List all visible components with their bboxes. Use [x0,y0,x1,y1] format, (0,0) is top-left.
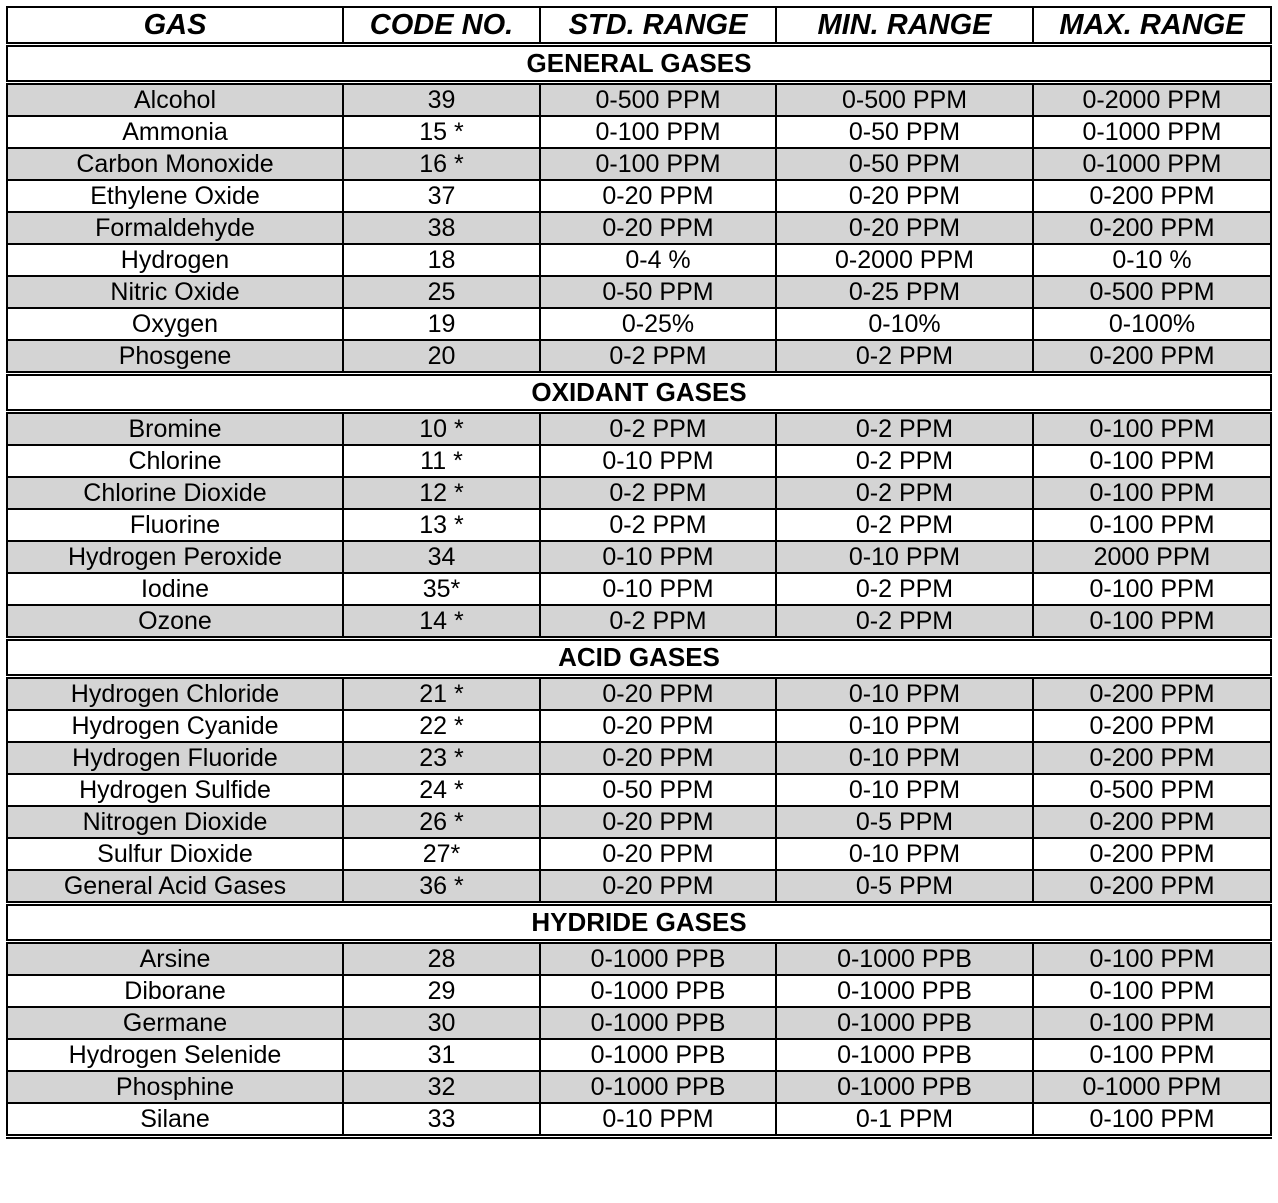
table-header [7,7,1271,45]
max-range-cell: 0-2000 PPM [1033,83,1271,117]
code-no-cell: 30 [343,1007,540,1039]
max-range-cell: 0-200 PPM [1033,180,1271,212]
code-no-cell: 10 * [343,412,540,446]
max-range-cell: 0-100 PPM [1033,1007,1271,1039]
table-row [7,445,1271,477]
code-no-cell: 33 [343,1103,540,1137]
std-range-cell: 0-10 PPM [540,573,776,605]
gas-name-cell: Fluorine [7,509,343,541]
code-no-cell: 16 * [343,148,540,180]
table-row [7,541,1271,573]
code-no-cell: 15 * [343,116,540,148]
gas-name-cell: Nitrogen Dioxide [7,806,343,838]
std-range-cell: 0-20 PPM [540,212,776,244]
gas-range-table [6,6,1272,1139]
std-range-cell: 0-2 PPM [540,509,776,541]
gas-name-cell: Iodine [7,573,343,605]
min-range-cell: 0-2 PPM [776,340,1033,374]
gas-name-cell: Chlorine [7,445,343,477]
std-range-cell: 0-50 PPM [540,276,776,308]
table-row [7,975,1271,1007]
table-row [7,710,1271,742]
max-range-cell: 0-200 PPM [1033,742,1271,774]
gas-name-cell: Silane [7,1103,343,1137]
std-range-cell: 0-10 PPM [540,445,776,477]
max-range-cell: 0-100 PPM [1033,605,1271,639]
code-no-cell: 18 [343,244,540,276]
max-range-cell: 0-100 PPM [1033,1103,1271,1137]
code-no-cell: 31 [343,1039,540,1071]
gas-name-cell: Chlorine Dioxide [7,477,343,509]
min-range-cell: 0-2 PPM [776,605,1033,639]
header-code-no: CODE NO. [343,7,540,45]
min-range-cell: 0-2 PPM [776,445,1033,477]
min-range-cell: 0-10 PPM [776,677,1033,711]
code-no-cell: 12 * [343,477,540,509]
table-row [7,412,1271,446]
min-range-cell: 0-1000 PPB [776,1071,1033,1103]
std-range-cell: 0-1000 PPB [540,1039,776,1071]
table-row [7,212,1271,244]
std-range-cell: 0-10 PPM [540,1103,776,1137]
std-range-cell: 0-4 % [540,244,776,276]
min-range-cell: 0-20 PPM [776,180,1033,212]
gas-name-cell: Bromine [7,412,343,446]
max-range-cell: 0-100 PPM [1033,975,1271,1007]
table-row [7,148,1271,180]
table-row [7,806,1271,838]
min-range-cell: 0-500 PPM [776,83,1033,117]
max-range-cell: 0-500 PPM [1033,774,1271,806]
code-no-cell: 36 * [343,870,540,904]
std-range-cell: 0-1000 PPB [540,1071,776,1103]
max-range-cell: 0-200 PPM [1033,212,1271,244]
std-range-cell: 0-1000 PPB [540,942,776,976]
gas-name-cell: Hydrogen Selenide [7,1039,343,1071]
table-row [7,677,1271,711]
table-row [7,838,1271,870]
max-range-cell: 0-100 PPM [1033,1039,1271,1071]
header-max-range: MAX. RANGE [1033,7,1271,45]
section-header-row [7,639,1271,677]
code-no-cell: 23 * [343,742,540,774]
code-no-cell: 35* [343,573,540,605]
gas-name-cell: Carbon Monoxide [7,148,343,180]
section-header-row [7,904,1271,942]
min-range-cell: 0-10 PPM [776,541,1033,573]
min-range-cell: 0-10 PPM [776,710,1033,742]
min-range-cell: 0-25 PPM [776,276,1033,308]
gas-name-cell: Arsine [7,942,343,976]
code-no-cell: 22 * [343,710,540,742]
min-range-cell: 0-1000 PPB [776,1039,1033,1071]
min-range-cell: 0-10 PPM [776,774,1033,806]
std-range-cell: 0-20 PPM [540,710,776,742]
section-title: HYDRIDE GASES [7,904,1271,942]
max-range-cell: 0-200 PPM [1033,677,1271,711]
code-no-cell: 11 * [343,445,540,477]
gas-name-cell: Ammonia [7,116,343,148]
table-body [7,45,1271,1137]
max-range-cell: 0-100% [1033,308,1271,340]
code-no-cell: 21 * [343,677,540,711]
gas-name-cell: Hydrogen Peroxide [7,541,343,573]
section-title: OXIDANT GASES [7,374,1271,412]
std-range-cell: 0-20 PPM [540,838,776,870]
gas-name-cell: Phosgene [7,340,343,374]
std-range-cell: 0-2 PPM [540,412,776,446]
min-range-cell: 0-2 PPM [776,477,1033,509]
section-header-row [7,45,1271,83]
std-range-cell: 0-20 PPM [540,806,776,838]
max-range-cell: 0-200 PPM [1033,838,1271,870]
gas-name-cell: Oxygen [7,308,343,340]
std-range-cell: 0-2 PPM [540,605,776,639]
table-row [7,509,1271,541]
gas-name-cell: Hydrogen [7,244,343,276]
std-range-cell: 0-50 PPM [540,774,776,806]
gas-name-cell: Hydrogen Fluoride [7,742,343,774]
table-row [7,180,1271,212]
code-no-cell: 25 [343,276,540,308]
max-range-cell: 0-100 PPM [1033,477,1271,509]
code-no-cell: 38 [343,212,540,244]
max-range-cell: 0-1000 PPM [1033,148,1271,180]
gas-name-cell: General Acid Gases [7,870,343,904]
code-no-cell: 29 [343,975,540,1007]
table-row [7,1039,1271,1071]
gas-name-cell: Ethylene Oxide [7,180,343,212]
max-range-cell: 0-1000 PPM [1033,116,1271,148]
std-range-cell: 0-10 PPM [540,541,776,573]
std-range-cell: 0-100 PPM [540,148,776,180]
min-range-cell: 0-5 PPM [776,870,1033,904]
std-range-cell: 0-2 PPM [540,340,776,374]
code-no-cell: 26 * [343,806,540,838]
max-range-cell: 0-100 PPM [1033,412,1271,446]
min-range-cell: 0-2 PPM [776,412,1033,446]
header-gas: GAS [7,7,343,45]
gas-name-cell: Phosphine [7,1071,343,1103]
gas-name-cell: Nitric Oxide [7,276,343,308]
min-range-cell: 0-5 PPM [776,806,1033,838]
code-no-cell: 14 * [343,605,540,639]
table-row [7,573,1271,605]
code-no-cell: 37 [343,180,540,212]
code-no-cell: 28 [343,942,540,976]
table-row [7,276,1271,308]
code-no-cell: 32 [343,1071,540,1103]
gas-name-cell: Formaldehyde [7,212,343,244]
gas-name-cell: Hydrogen Sulfide [7,774,343,806]
max-range-cell: 0-100 PPM [1033,573,1271,605]
min-range-cell: 0-1000 PPB [776,1007,1033,1039]
std-range-cell: 0-20 PPM [540,742,776,774]
std-range-cell: 0-20 PPM [540,180,776,212]
max-range-cell: 0-200 PPM [1033,710,1271,742]
header-row [7,7,1271,45]
table-row [7,1007,1271,1039]
max-range-cell: 0-10 % [1033,244,1271,276]
min-range-cell: 0-1000 PPB [776,942,1033,976]
std-range-cell: 0-100 PPM [540,116,776,148]
header-std-range: STD. RANGE [540,7,776,45]
min-range-cell: 0-1 PPM [776,1103,1033,1137]
std-range-cell: 0-20 PPM [540,677,776,711]
code-no-cell: 20 [343,340,540,374]
max-range-cell: 0-200 PPM [1033,870,1271,904]
code-no-cell: 39 [343,83,540,117]
table-row [7,340,1271,374]
std-range-cell: 0-25% [540,308,776,340]
table-row [7,83,1271,117]
table-row [7,1071,1271,1103]
min-range-cell: 0-50 PPM [776,116,1033,148]
table-row [7,742,1271,774]
max-range-cell: 0-500 PPM [1033,276,1271,308]
max-range-cell: 0-100 PPM [1033,509,1271,541]
code-no-cell: 24 * [343,774,540,806]
code-no-cell: 13 * [343,509,540,541]
std-range-cell: 0-1000 PPB [540,1007,776,1039]
gas-range-table-page [6,6,1270,1139]
gas-name-cell: Hydrogen Chloride [7,677,343,711]
min-range-cell: 0-2 PPM [776,573,1033,605]
table-row [7,774,1271,806]
header-min-range: MIN. RANGE [776,7,1033,45]
table-row [7,942,1271,976]
std-range-cell: 0-20 PPM [540,870,776,904]
min-range-cell: 0-10 PPM [776,742,1033,774]
gas-name-cell: Alcohol [7,83,343,117]
min-range-cell: 0-50 PPM [776,148,1033,180]
table-row [7,116,1271,148]
table-row [7,870,1271,904]
std-range-cell: 0-1000 PPB [540,975,776,1007]
gas-name-cell: Germane [7,1007,343,1039]
code-no-cell: 19 [343,308,540,340]
min-range-cell: 0-10% [776,308,1033,340]
min-range-cell: 0-10 PPM [776,838,1033,870]
std-range-cell: 0-2 PPM [540,477,776,509]
min-range-cell: 0-20 PPM [776,212,1033,244]
section-header-row [7,374,1271,412]
max-range-cell: 0-100 PPM [1033,445,1271,477]
min-range-cell: 0-2 PPM [776,509,1033,541]
max-range-cell: 0-100 PPM [1033,942,1271,976]
min-range-cell: 0-1000 PPB [776,975,1033,1007]
std-range-cell: 0-500 PPM [540,83,776,117]
code-no-cell: 34 [343,541,540,573]
gas-name-cell: Ozone [7,605,343,639]
table-row [7,244,1271,276]
max-range-cell: 2000 PPM [1033,541,1271,573]
section-title: ACID GASES [7,639,1271,677]
gas-name-cell: Hydrogen Cyanide [7,710,343,742]
max-range-cell: 0-1000 PPM [1033,1071,1271,1103]
table-row [7,605,1271,639]
table-row [7,477,1271,509]
section-title: GENERAL GASES [7,45,1271,83]
table-row [7,1103,1271,1137]
min-range-cell: 0-2000 PPM [776,244,1033,276]
gas-name-cell: Sulfur Dioxide [7,838,343,870]
table-row [7,308,1271,340]
code-no-cell: 27* [343,838,540,870]
max-range-cell: 0-200 PPM [1033,806,1271,838]
gas-name-cell: Diborane [7,975,343,1007]
max-range-cell: 0-200 PPM [1033,340,1271,374]
